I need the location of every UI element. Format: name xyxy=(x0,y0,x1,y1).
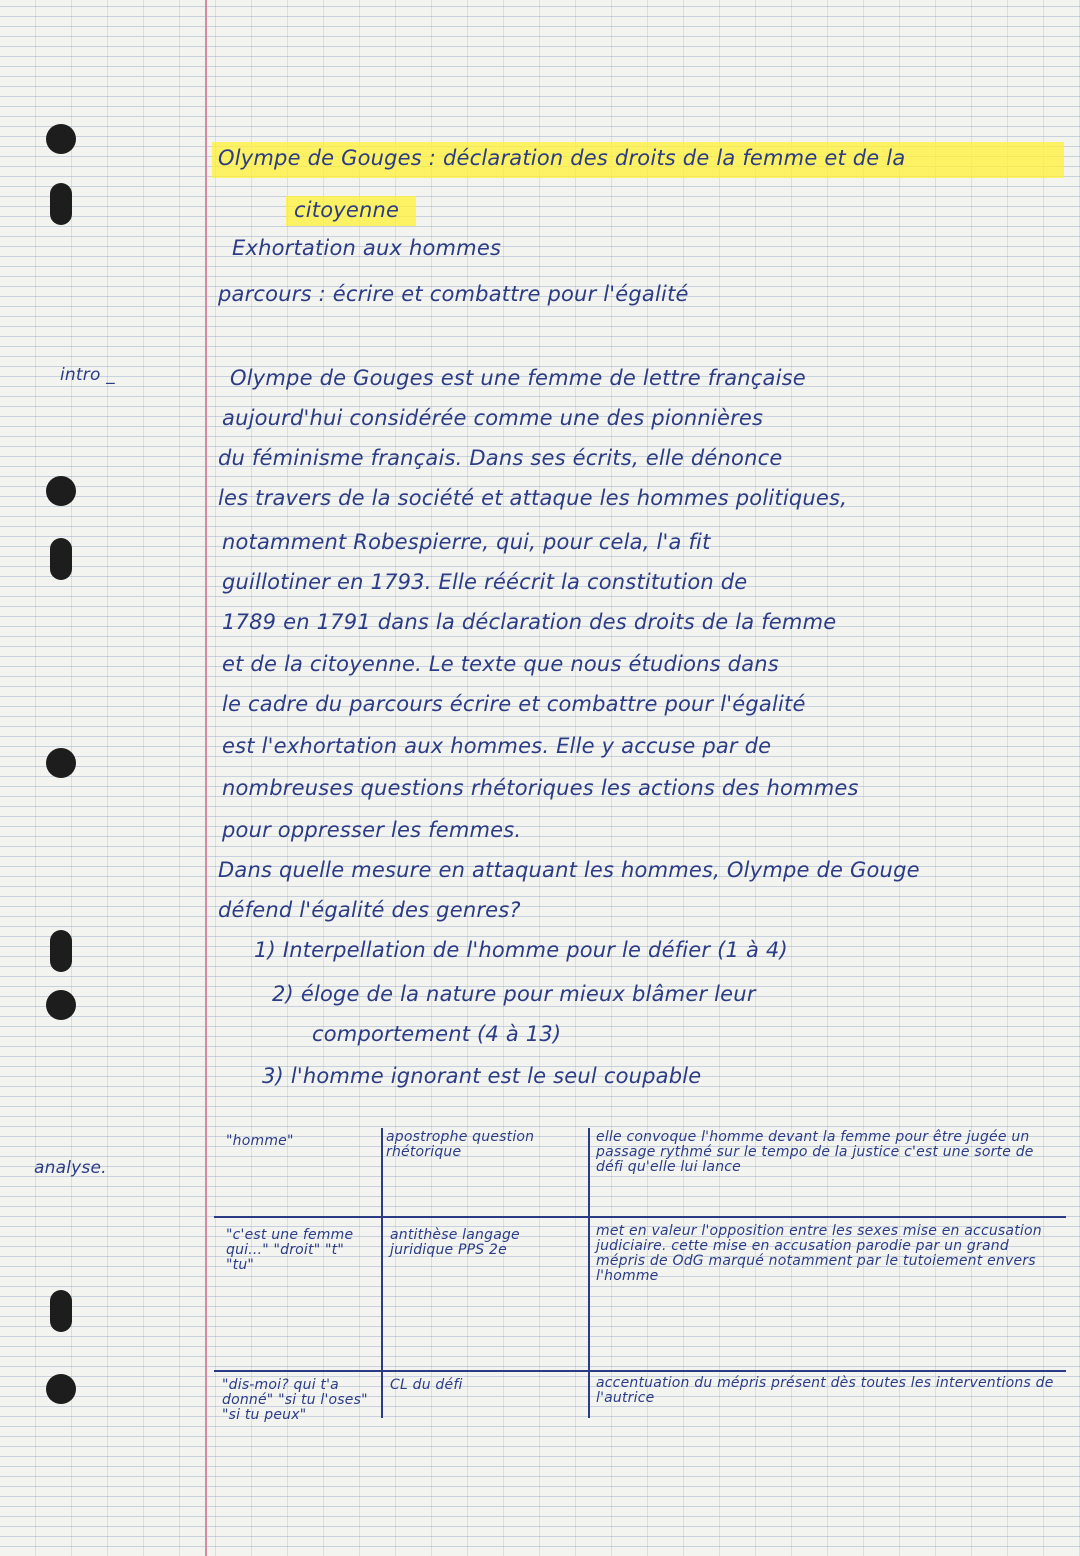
binder-hole xyxy=(50,538,72,580)
intro-line: nombreuses questions rhétoriques les actions des hommes xyxy=(222,776,859,800)
intro-line: et de la citoyenne. Le texte que nous étudions dans xyxy=(222,652,779,676)
binder-hole xyxy=(46,1374,76,1404)
table-divider xyxy=(588,1128,590,1418)
problematique-line: défend l'égalité des genres? xyxy=(218,898,521,922)
problematique-line: Dans quelle mesure en attaquant les hommes, Olympe de Gouge xyxy=(218,858,920,882)
parcours-line: parcours : écrire et combattre pour l'égalité xyxy=(218,282,689,306)
table-cell-interpretation: met en valeur l'opposition entre les sexes mise en accusation judiciaire. cette mise en accusation parodie par un grand mépris de OdG marqué notamment par le tutoiement envers l'homme xyxy=(596,1223,1042,1284)
margin-line xyxy=(205,0,207,1556)
plan-item: 3) l'homme ignorant est le seul coupable xyxy=(262,1064,702,1088)
plan-item: comportement (4 à 13) xyxy=(312,1022,562,1046)
binder-hole xyxy=(46,124,76,154)
intro-line: guillotiner en 1793. Elle réécrit la constitution de xyxy=(222,570,748,594)
binder-hole xyxy=(50,930,72,972)
binder-hole xyxy=(50,183,72,225)
plan-item: 1) Interpellation de l'homme pour le défier (1 à 4) xyxy=(254,938,788,962)
table-cell-interpretation: elle convoque l'homme devant la femme pour être jugée un passage rythmé sur le tempo de la justice c'est une sorte de défi qu'elle lui lance xyxy=(596,1129,1034,1175)
binder-hole xyxy=(46,990,76,1020)
table-divider xyxy=(214,1216,1066,1218)
table-cell-procede: apostrophe question rhétorique xyxy=(386,1129,535,1160)
intro-line: aujourd'hui considérée comme une des pionnières xyxy=(222,406,764,430)
analyse-label: analyse. xyxy=(34,1158,107,1178)
binder-hole xyxy=(46,748,76,778)
page-title-continued: citoyenne xyxy=(294,198,400,222)
table-cell-procede: CL du défi xyxy=(390,1377,463,1393)
subtitle: Exhortation aux hommes xyxy=(232,236,502,260)
intro-line: du féminisme français. Dans ses écrits, elle dénonce xyxy=(218,446,783,470)
plan-item: 2) éloge de la nature pour mieux blâmer leur xyxy=(272,982,756,1006)
table-cell-citation: "homme" xyxy=(226,1133,294,1149)
intro-line: 1789 en 1791 dans la déclaration des droits de la femme xyxy=(222,610,837,634)
table-cell-citation: "c'est une femme qui..." "droit" "t" "tu" xyxy=(226,1227,354,1273)
intro-line: Olympe de Gouges est une femme de lettre française xyxy=(230,366,806,390)
intro-line: pour oppresser les femmes. xyxy=(222,818,522,842)
intro-line: le cadre du parcours écrire et combattre pour l'égalité xyxy=(222,692,806,716)
table-cell-procede: antithèse langage juridique PPS 2e xyxy=(390,1227,520,1258)
binder-hole xyxy=(46,476,76,506)
intro-label: intro _ xyxy=(60,365,115,385)
page-title: Olympe de Gouges : déclaration des droits de la femme et de la xyxy=(218,146,906,170)
table-divider xyxy=(381,1128,383,1418)
intro-line: notamment Robespierre, qui, pour cela, l'a fit xyxy=(222,530,711,554)
table-cell-interpretation: accentuation du mépris présent dès toutes les interventions de l'autrice xyxy=(596,1375,1054,1406)
table-divider xyxy=(214,1370,1066,1372)
binder-hole xyxy=(50,1290,72,1332)
table-cell-citation: "dis-moi? qui t'a donné" "si tu l'oses" "si tu peux" xyxy=(222,1377,368,1423)
intro-line: est l'exhortation aux hommes. Elle y accuse par de xyxy=(222,734,772,758)
intro-line: les travers de la société et attaque les hommes politiques, xyxy=(218,486,848,510)
